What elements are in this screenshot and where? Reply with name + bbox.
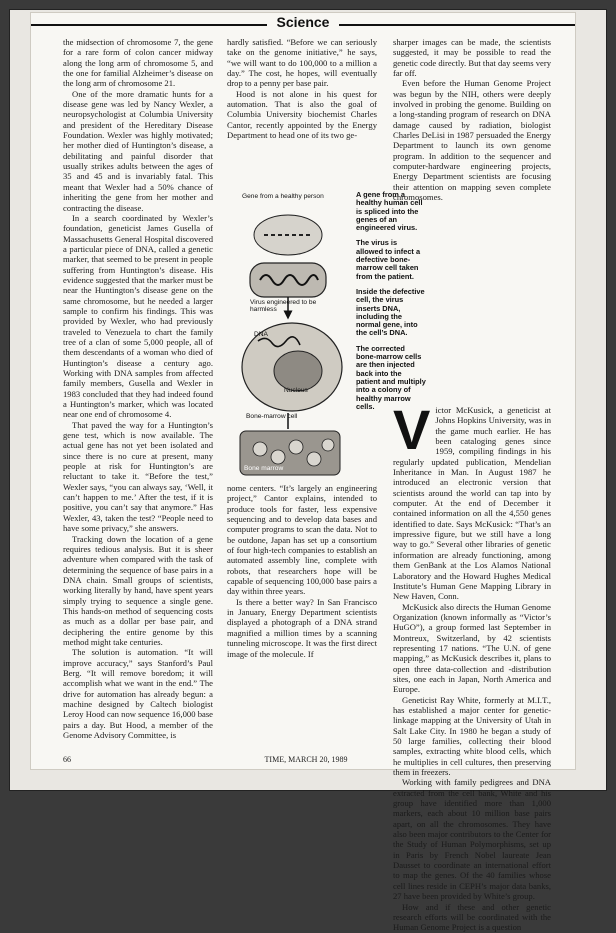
paragraph: sharper images can be made, the scientists suggested, it may be possible to read the genetic code directly. But that day seems very far off.: [393, 37, 551, 79]
paragraph: Tracking down the location of a gene requires tedious analysis. But it is sheer adventure when compared with the task of determining the sequence of base pairs in a DNA chain. Small groups of scientists, working literally by hand, have spent years simply trying to sequence a single gene. This hands-on method of sequencing costs as much as a dollar per base pair, and deciphering the entire genome by this method might take centuries.: [63, 533, 213, 647]
label-virus: Virus engineered to be harmless: [250, 299, 317, 314]
healthy-cell: [289, 440, 303, 454]
column-2-top: [227, 37, 377, 189]
figure-caption: The virus is allowed to infect a defective bone-marrow cell taken from the patient.: [356, 238, 421, 281]
healthy-cell: [253, 442, 267, 456]
healthy-cell: [322, 439, 334, 451]
healthy-cell: [271, 450, 285, 464]
label-nucleus: Nucleus: [284, 387, 308, 394]
healthy-cell: [307, 452, 321, 466]
paragraph: Geneticist Ray White, formerly at M.I.T., has established a major center for genetic-linkage mapping at the University of Utah in Salt Lake City. In 1980 he began a study of 50 large families, collecting their blood samples, extracting white blood cells, which he multiplies in cell cultures, then preserving them in freezers.: [393, 694, 551, 778]
paragraph: That paved the way for a Huntington’s gene test, which is now available. The actual gene has not yet been isolated and since there is no cure at present, many people at risk for Huntington’s are reluctant to take it. “Before the test,” Wexler says, “you can always say, ‘Well, it can’t happen to me.’ After the test, if it is positive, you can’t say that anymore.” Has Wexler, 43, taken the test? “People need to have some privacy,” she answers.: [63, 419, 213, 534]
section-header: [31, 13, 575, 35]
column-3-top: [393, 37, 551, 391]
page-number: 66: [63, 755, 71, 764]
figure-caption: The corrected bone-marrow cells are then injected back into the patient and multiply into a colony of healthy marrow cells.: [356, 343, 426, 411]
figure-caption: Inside the defective cell, the virus inserts DNA, including the normal gene, into the cell’s DNA.: [356, 286, 425, 338]
virus-capsule: [250, 263, 326, 297]
paragraph: McKusick also directs the Human Genome Organization (known informally as “Victor’s HuGO”), a group formed last September in Montreux, Switzerland, by 42 scientists representing 17 nations. “The U.N. of gene mapping,” as McKusick describes it, plans to open three data-collection and -distribution sites, one each in Japan, North America and Europe.: [393, 601, 551, 695]
paragraph: Is there a better way? In San Francisco in January, Energy Department scientists displayed a photograph of a DNA strand magnified a million times by a scanning tunneling microscope. It was the first direct image of the molecule. If: [227, 596, 377, 659]
paragraph: How and if these and other genetic research efforts will be coordinated with the Human Genome Project is a question: [393, 901, 551, 933]
magazine-page: [30, 12, 576, 933]
label-dna: DNA: [254, 331, 268, 338]
label-gene-source: Gene from a healthy person: [242, 193, 324, 200]
label-marrow: Bone marrow: [244, 465, 284, 472]
paragraph: the midsection of chromosome 7, the gene for a rare form of colon cancer midway along the long arm of chromosome 5, and the one for familial Alzheimer’s disease on the long arm of chromosome 21.: [63, 37, 213, 89]
paragraph-text: ictor McKusick, a geneticist at Johns Hopkins University, was in the game much earlier. He has been cataloging genes since 1959, compiling findings in his regularly updated publication, Mendelian Inheritance in Man. In August 1987 he introduced an electronic version that scientists around the world can tap into by computer. At the end of December it contained information on all the 4,550 genes identified to date. Says McKusick: “That’s an impressive figure, but we still have a long way to go.” Several other libraries of genetic information are already functioning, among them GenBank at the Los Alamos National Laboratory and the Howard Hughes Medical Institute’s Human Gene Mapping Library in New Haven, Conn.: [393, 405, 551, 602]
figure-caption: A gene from a healthy human cell is spliced into the genes of an engineered virus.: [356, 190, 423, 233]
paragraph: In a search coordinated by Wexler’s foundation, geneticist James Gusella of Massachusetts General Hospital discovered a particular piece of DNA, called a genetic marker, that seemed to be present in people suffering from Huntington’s disease. His evidence suggested that the marker must be near the Huntington’s disease gene on the same chromosome, but he needed a larger sample to confirm his findings. This was provided by Wexler, who had previously traveled to Venezuela to chart the family tree of a clan of some 5,000 people, all of them descendants of a woman who died of Huntington’s disease a century ago. Working with DNA samples from affected family members, Gusella and Wexler in 1983 concluded that they had indeed found a Huntington’s marker, which was located near one end of chromosome 4.: [63, 212, 213, 420]
paragraph: Hood is not alone in his quest for automation. That is also the goal of Columbia University biochemist Charles Cantor, recently appointed by the Energy Department to head one of its two ge-: [227, 88, 377, 141]
paragraph: [393, 398, 551, 602]
label-marrow-cell: Bone-marrow cell: [246, 413, 298, 420]
paragraph: One of the more dramatic hunts for a disease gene was led by Nancy Wexler, a neuropsychologist at Columbia University and president of the Hereditary Disease Foundation. Wexler was highly motivated; her mother died of Huntington’s disease, a debilitating and painful disorder that usually strikes adults between the ages of 35 and 45 and is invariably fatal. This meant that Wexler had a 50% chance of inheriting the gene from her mother and contracting the disease.: [63, 88, 213, 213]
paragraph: nome centers. “It’s largely an engineering project,” Cantor explains, intended to produce tools for faster, less expensive sequencing and to develop data bases and computer programs to scan the data. Not to be outdone, Japan has set up a consortium of four high-tech companies to establish an automated assembly line, complete with robots, that researchers hope will be capable of sequencing 100,000 base pairs a day within three years.: [227, 483, 377, 597]
paragraph: Even before the Human Genome Project was begun by the NIH, others were deeply involved in probing the genome. Building on a long-standing program of research on DNA damage caused by radiation, biologist Charles DeLisi in 1987 persuaded the Energy Department to launch its own genome program. In addition to the sequencer and computer-hardware engineering projects, Energy Department scientists are focusing their attention on mapping seven complete chromosomes.: [393, 78, 551, 203]
column-1: [63, 37, 213, 753]
paragraph: hardly satisfied. “Before we can seriously take on the genome initiative,” he says, “we will want to do 100,000 to a million a day.” The cost, he hopes, will eventually drop to a penny per base pair.: [227, 37, 377, 89]
column-2-bottom: [227, 483, 377, 753]
section-title: Science: [267, 14, 340, 30]
paragraph: Working with family pedigrees and DNA extracted from the cell bank, White and his group have identified more than 1,000 markers, each about 10 million base pairs apart, on all the chromosomes. They have also been major contributors to the Center for the Study of Human Polymorphisms, set up in Paris by French Nobel laureate Jean Dausset to coordinate an international effort to map the genes. Of the 40 families whose cell lines reside in CEPH’s major data banks, 27 have been provided by White’s group.: [393, 777, 551, 902]
paragraph: The solution is automation. “It will improve accuracy,” says Stanford’s Paul Berg. “It will remove boredom; it will accomplish what we want in the end.” The drive for automation has already begun: a machine designed by Caltech biologist Leroy Hood can now sequence 16,000 base pairs a day. But Hood, a member of the Genome Advisory Committee, is: [63, 647, 213, 741]
column-3-bottom: [393, 398, 551, 933]
gene-therapy-illustration: [236, 191, 372, 479]
drop-cap: V: [393, 398, 431, 461]
nucleus-shape: [274, 351, 322, 391]
issue-line: TIME, MARCH 20, 1989: [264, 755, 348, 764]
